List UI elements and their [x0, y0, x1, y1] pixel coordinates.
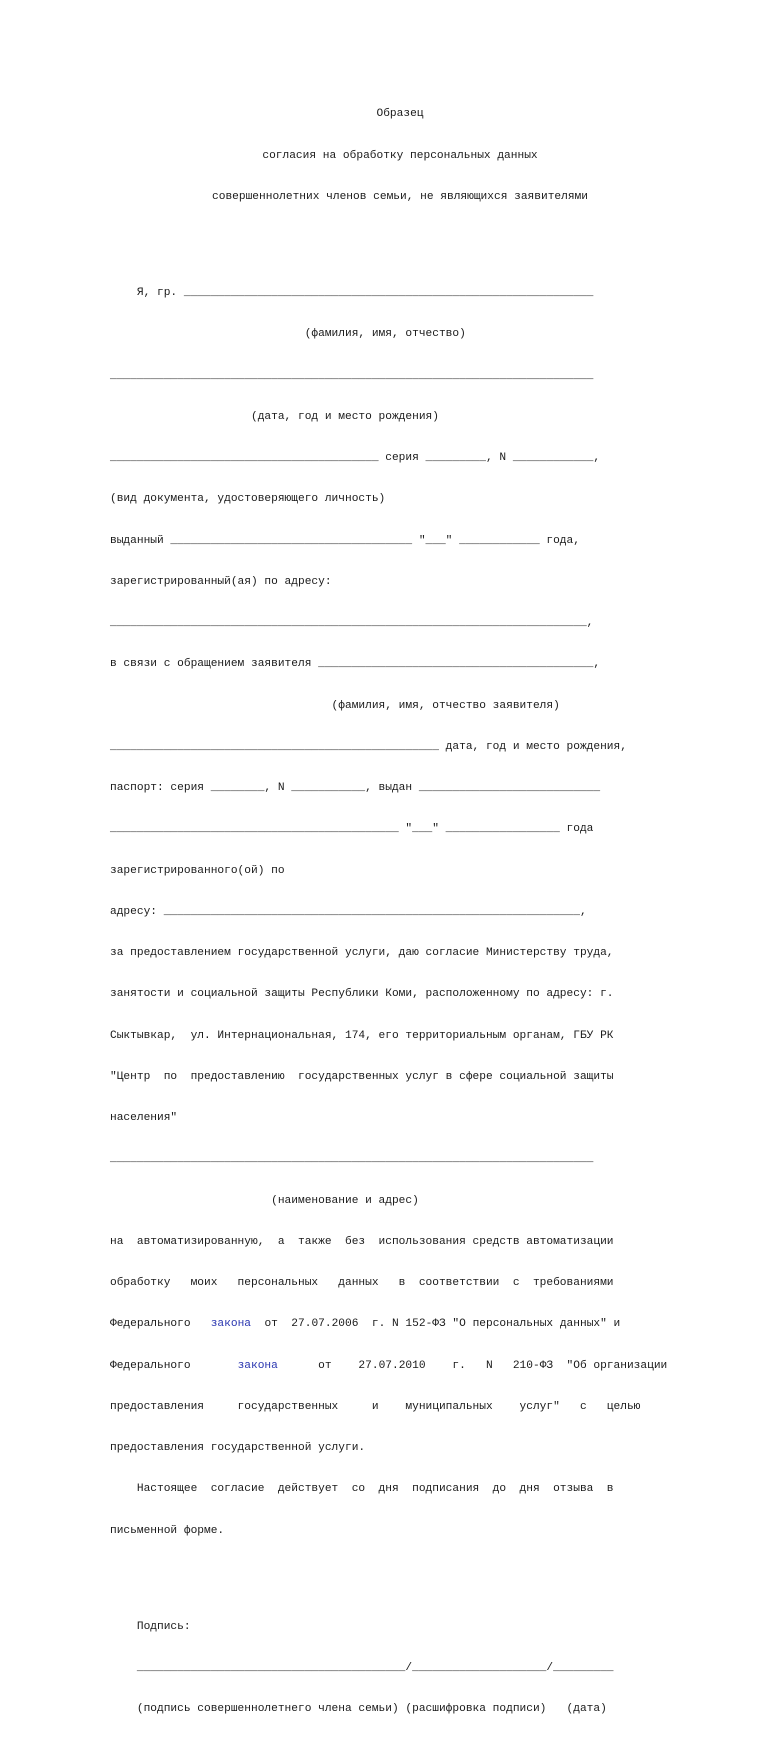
document-caption: (вид документа, удостоверяющего личность) — [110, 493, 386, 506]
consent-text-1: за предоставлением государственной услуги, даю согласие Министерству труда, — [110, 947, 614, 959]
applicant-line: в связи с обращением заявителя _________________________________________, — [110, 658, 601, 671]
form-subtitle-2: совершеннолетних членов семьи, не являющихся заявителями — [212, 190, 588, 203]
validity-text-2: письменной форме. — [110, 1524, 225, 1537]
citizen-name-caption: (фамилия, имя, отчество) — [110, 328, 466, 341]
law-152-link[interactable]: закона — [210, 1318, 252, 1331]
registered-label: зарегистрированный(ая) по адресу: — [110, 575, 332, 588]
passport-issued-line: ___________________________________________ "___" _________________ года — [110, 823, 594, 836]
applicant-registered-label: зарегистрированного(ой) по — [110, 864, 285, 877]
spacer — [110, 232, 690, 246]
passport-line: паспорт: серия ________, N ___________, выдан ___________________________ — [110, 782, 601, 794]
form-title: Образец — [376, 108, 424, 121]
birth-caption: (дата, год и место рождения) — [110, 410, 439, 423]
consent-form — [110, 67, 690, 1758]
processing-text-3: предоставления государственных и муниципальных услуг" с целью — [110, 1400, 641, 1413]
applicant-birth-line: _________________________________________________ дата, год и место рождения, — [110, 740, 627, 753]
processing-text-2: обработку моих персональных данных в соответствии с требованиями — [110, 1277, 614, 1289]
spacer — [110, 1566, 690, 1580]
organization-line: ________________________________________________________________________ — [110, 1153, 594, 1166]
processing-text-4: предоставления государственной услуги. — [110, 1442, 366, 1454]
signature-caption: (подпись совершеннолетнего члена семьи) (расшифровка подписи) (дата) — [110, 1703, 607, 1716]
applicant-caption: (фамилия, имя, отчество заявителя) — [110, 699, 560, 712]
law-210-link[interactable]: закона — [237, 1359, 278, 1372]
issued-line: выданный ____________________________________ "___" ____________ года, — [110, 534, 580, 547]
consent-text-4: "Центр по предоставлению государственных услуг в сфере социальной защиты — [110, 1070, 614, 1083]
citizen-name-line: Я, гр. _____________________________________________________________ — [110, 287, 594, 299]
consent-text-3: Сыктывкар, ул. Интернациональная, 174, его территориальным органам, ГБУ РК — [110, 1029, 614, 1042]
address-line: _______________________________________________________________________, — [110, 617, 594, 629]
organization-caption: (наименование и адрес) — [110, 1194, 419, 1207]
signature-label: Подпись: — [110, 1620, 191, 1633]
signature-line: ________________________________________/____________________/_________ — [110, 1662, 614, 1674]
validity-text-1: Настоящее согласие действует со дня подписания до дня отзыва в — [110, 1483, 614, 1496]
law-210-line: Федерального закона от 27.07.2010 г. N 210-ФЗ "Об организации — [110, 1359, 668, 1372]
consent-text-5: населения" — [110, 1112, 178, 1124]
birth-line: ________________________________________________________________________ — [110, 369, 594, 382]
law-152-line: Федерального закона от 27.07.2006 г. N 152-ФЗ "О персональных данных" и — [110, 1318, 621, 1331]
form-subtitle: согласия на обработку персональных данных — [262, 149, 538, 162]
processing-text-1: на автоматизированную, а также без использования средств автоматизации — [110, 1235, 614, 1248]
document-line: ________________________________________ серия _________, N ____________, — [110, 452, 601, 464]
applicant-address-line: адресу: ______________________________________________________________, — [110, 905, 587, 918]
consent-text-2: занятости и социальной защиты Республики Коми, расположенному по адресу: г. — [110, 988, 614, 1001]
